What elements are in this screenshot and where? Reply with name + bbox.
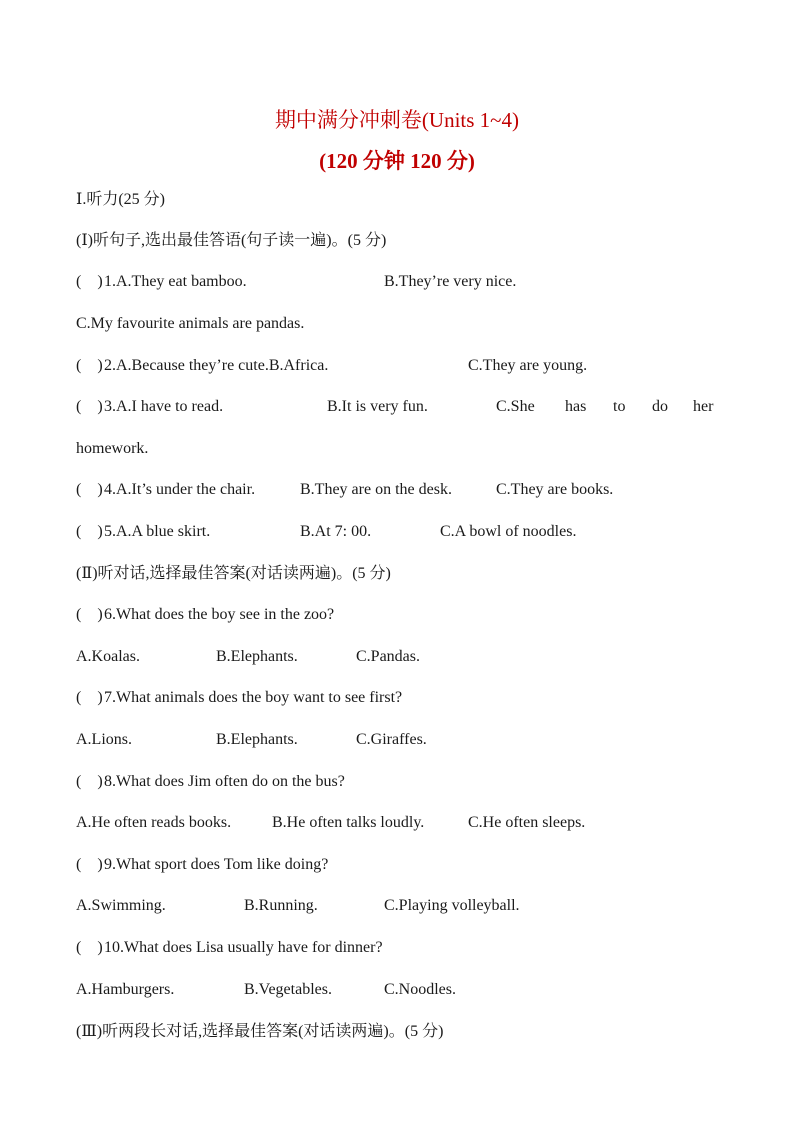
question-8: ( )8.What does Jim often do on the bus? bbox=[76, 771, 345, 793]
q10-option-c: C.Noodles. bbox=[384, 981, 456, 998]
q8-option-c: C.He often sleeps. bbox=[468, 814, 586, 831]
q2-option-c: C.They are young. bbox=[468, 357, 588, 374]
q10-option-a: A.Hamburgers. bbox=[76, 981, 175, 998]
q5-option-b: B.At 7: 00. bbox=[300, 523, 372, 540]
q7-option-b: B.Elephants. bbox=[216, 731, 298, 748]
q5-option-c: C.A bowl of noodles. bbox=[440, 523, 577, 540]
question-9: ( )9.What sport does Tom like doing? bbox=[76, 854, 328, 876]
answer-blank[interactable]: ( ) bbox=[76, 398, 103, 415]
q3-option-b: B.It is very fun. bbox=[327, 398, 428, 415]
q4-option-b: B.They are on the desk. bbox=[300, 481, 452, 498]
part1-heading: Ⅰ.听力(25 分) bbox=[76, 191, 165, 208]
answer-blank[interactable]: ( ) bbox=[76, 523, 103, 540]
question-1: ( )1.A.They eat bamboo. bbox=[76, 271, 247, 293]
question-5: ( )5.A.A blue skirt. bbox=[76, 521, 210, 543]
q7-option-a: A.Lions. bbox=[76, 731, 132, 748]
q8-option-b: B.He often talks loudly. bbox=[272, 814, 425, 831]
q7-option-c: C.Giraffes. bbox=[356, 731, 427, 748]
q9-option-b: B.Running. bbox=[244, 897, 318, 914]
q6-option-b: B.Elephants. bbox=[216, 648, 298, 665]
question-4: ( )4.A.It’s under the chair. bbox=[76, 479, 255, 501]
q3-option-c-word1: C.She bbox=[496, 398, 535, 415]
page-title: 期中满分冲刺卷(Units 1~4) bbox=[274, 108, 520, 132]
answer-blank[interactable]: ( ) bbox=[76, 481, 103, 498]
question-6: ( )6.What does the boy see in the zoo? bbox=[76, 604, 334, 626]
question-7: ( )7.What animals does the boy want to see first? bbox=[76, 687, 402, 709]
q3-option-c-word4: do bbox=[652, 398, 668, 415]
q3-option-c-word5: her bbox=[693, 398, 714, 415]
q9-option-c: C.Playing volleyball. bbox=[384, 897, 520, 914]
answer-blank[interactable]: ( ) bbox=[76, 357, 103, 374]
page-subtitle: (120 分钟 120 分) bbox=[319, 149, 475, 173]
q1-option-b: B.They’re very nice. bbox=[384, 273, 517, 290]
question-2: ( )2.A.Because they’re cute.B.Africa. bbox=[76, 355, 328, 377]
section3-heading: (Ⅲ)听两段长对话,选择最佳答案(对话读两遍)。(5 分) bbox=[76, 1023, 444, 1040]
q3-option-c-word3: to bbox=[613, 398, 626, 415]
answer-blank[interactable]: ( ) bbox=[76, 773, 103, 790]
q8-option-a: A.He often reads books. bbox=[76, 814, 232, 831]
q1-option-c: C.My favourite animals are pandas. bbox=[76, 315, 305, 332]
q3-option-c-word6: homework. bbox=[76, 440, 149, 457]
answer-blank[interactable]: ( ) bbox=[76, 856, 103, 873]
answer-blank[interactable]: ( ) bbox=[76, 689, 103, 706]
section1-heading: (Ⅰ)听句子,选出最佳答语(句子读一遍)。(5 分) bbox=[76, 232, 387, 249]
q6-option-c: C.Pandas. bbox=[356, 648, 420, 665]
q6-option-a: A.Koalas. bbox=[76, 648, 140, 665]
section2-heading: (Ⅱ)听对话,选择最佳答案(对话读两遍)。(5 分) bbox=[76, 565, 391, 582]
q10-option-b: B.Vegetables. bbox=[244, 981, 332, 998]
answer-blank[interactable]: ( ) bbox=[76, 939, 103, 956]
answer-blank[interactable]: ( ) bbox=[76, 606, 103, 623]
q4-option-c: C.They are books. bbox=[496, 481, 614, 498]
answer-blank[interactable]: ( ) bbox=[76, 273, 103, 290]
q9-option-a: A.Swimming. bbox=[76, 897, 166, 914]
question-3: ( )3.A.I have to read. bbox=[76, 396, 223, 418]
question-10: ( )10.What does Lisa usually have for dinner? bbox=[76, 937, 383, 959]
q3-option-c-word2: has bbox=[565, 398, 587, 415]
